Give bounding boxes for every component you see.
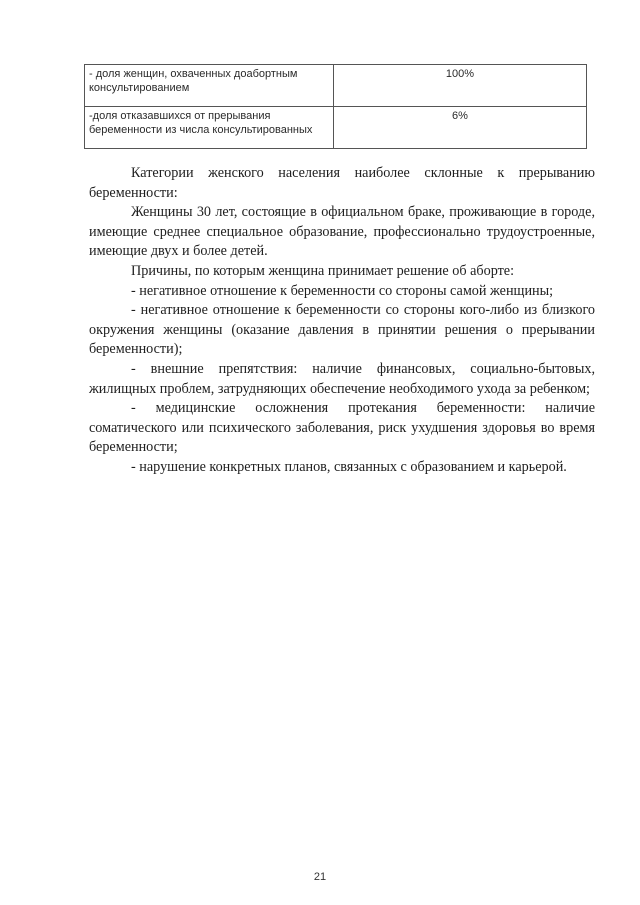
table-row [85,65,587,107]
list-item: - негативное отношение к беременности со стороны кого-либо из близкого окружения женщины (оказание давления в принятии решения о прерывании беременности); [89,302,595,358]
list-item: - внешние препятствия: наличие финансовых, социально-бытовых, жилищных проблем, затрудняющих обеспечение необходимого ухода за ребенком; [89,360,595,397]
statistics-table [84,64,587,149]
table-cell-value: 100% [334,65,587,107]
list-item: - нарушение конкретных планов, связанных с образованием и карьерой. [131,458,567,475]
table-cell-value: 6% [334,107,587,149]
paragraph-categories: Категории женского населения наиболее склонные к прерыванию беременности: [89,165,595,201]
table-cell-label: - доля женщин, охваченных доабортным консультированием [85,65,334,107]
table-row [85,107,587,149]
page-number: 21 [313,871,327,883]
list-item: - медицинские осложнения протекания беременности: наличие соматического или психического заболевания, риск ухудшения здоровья во время беременности; [89,400,595,456]
paragraph-reasons-heading: Причины, по которым женщина принимает решение об аборте: [131,262,515,279]
table-cell-label: -доля отказавшихся от прерывания беременности из числа консультированных [85,107,334,149]
list-item: - негативное отношение к беременности со стороны самой женщины; [131,282,554,299]
paragraph-women-profile: Женщины 30 лет, состоящие в официальном браке, проживающие в городе, имеющие среднее специальное образование, профессионально трудоустроенные, имеющие двух и более детей. [89,204,595,260]
body-text [89,164,595,478]
